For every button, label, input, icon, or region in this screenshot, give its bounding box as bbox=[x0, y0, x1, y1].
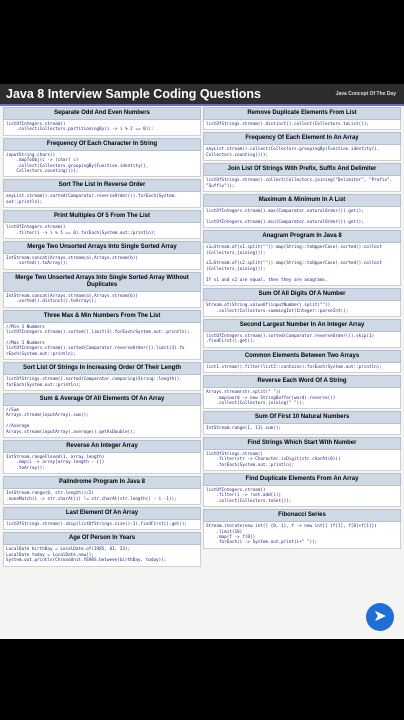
question-title: Find Duplicate Elements From An Array bbox=[203, 473, 401, 486]
code-snippet: listOfStrings.stream().skip(listOfStrings.size()-1).findFirst().get(); bbox=[3, 520, 201, 530]
code-snippet: //Min 3 Numbers listOfIntegers.stream().sorted().limit(3).forEach(System.out::println); //Max 3 Numbers listOfIntegers.stream().sorted(Comparator.reverseOrder()).limit(3).fo rEach(System.out::println); bbox=[3, 323, 201, 360]
question-section bbox=[3, 476, 201, 505]
question-title: Palindrome Program In Java 8 bbox=[3, 476, 201, 489]
right-column bbox=[203, 107, 401, 551]
question-section bbox=[203, 288, 401, 317]
cheat-sheet bbox=[0, 84, 404, 639]
code-snippet: listOfStrings.stream().distinct().collect(Collectors.toList()); bbox=[203, 120, 401, 130]
code-snippet: anyList.stream().collect(Collectors.groupingBy(Function.identity(), Collectors.counting())); bbox=[203, 145, 401, 161]
share-icon[interactable]: ➤ bbox=[366, 603, 394, 631]
question-section bbox=[203, 350, 401, 373]
question-section bbox=[203, 375, 401, 409]
code-snippet: IntStream.concat(Arrays.stream(a),Arrays.stream(b)) .sorted().distinct().toArray(); bbox=[3, 292, 201, 308]
code-snippet: Stream.of(String.valueOf(inputNumber).split("")) .collect(Collectors.summingInt(Integer::parseInt)); bbox=[203, 301, 401, 317]
question-title: Sort The List In Reverse Order bbox=[3, 179, 201, 192]
code-snippet: IntStream.range(0, str.length()/2) .noneMatch(i -> str.charAt(i) != str.charAt(str.length() - i -1)); bbox=[3, 489, 201, 505]
question-title: Separate Odd And Even Numbers bbox=[3, 107, 201, 120]
code-snippet: Arrays.stream(str.split(" ")) .map(word -> new StringBuffer(word).reverse()) .collect(Collectors.joining(" ")); bbox=[203, 388, 401, 409]
question-title: Reverse An Integer Array bbox=[3, 440, 201, 453]
question-title: Merge Two Unsorted Arrays Into Single Sorted Array Without Duplicates bbox=[3, 272, 201, 292]
question-section bbox=[3, 440, 201, 474]
question-title: Common Elements Between Two Arrays bbox=[203, 350, 401, 363]
question-section bbox=[3, 107, 201, 136]
question-section bbox=[203, 230, 401, 286]
question-section bbox=[203, 319, 401, 348]
question-title: Frequency Of Each Element In An Array bbox=[203, 132, 401, 145]
code-snippet: listOfIntegers.stream().max(Comparator.naturalOrder()).get(); listOfIntegers.stream().min(Comparator.naturalOrder()).get(); bbox=[203, 207, 401, 228]
question-title: Maximum & Minimum In A List bbox=[203, 194, 401, 207]
question-title: Print Multiples Of 5 From The List bbox=[3, 210, 201, 223]
question-title: Sum Of First 10 Natural Numbers bbox=[203, 411, 401, 424]
code-snippet: Stream.iterate(new int[] {0, 1}, f -> new int[] {f[1], f[0]+f[1]}) .limit(10) .map(f -> f[0]) .forEach(i -> System.out.print(i+" ")); bbox=[203, 522, 401, 549]
question-section bbox=[3, 138, 201, 178]
brand-tag: Java Concept Of The Day bbox=[335, 91, 396, 97]
question-section bbox=[3, 272, 201, 308]
code-snippet: s1=Stream.of(s1.split("")).map(String::toUpperCase).sorted().collect (Collectors.joining()); s2=Stream.of(s2.split("")).map(String::toUpperCase).sorted().collect (Collectors.joining()); If s1 and s2 are equal, then they are anagrams. bbox=[203, 243, 401, 286]
question-title: Merge Two Unsorted Arrays Into Single Sorted Array bbox=[3, 241, 201, 254]
question-section bbox=[203, 194, 401, 228]
code-snippet: IntStream.concat(Arrays.stream(a),Arrays.stream(b)) .sorted().toArray(); bbox=[3, 254, 201, 270]
question-section bbox=[203, 509, 401, 549]
code-snippet: listOfIntegers.stream().sorted(Comparator.reverseOrder()).skip(1) .findFirst().get(); bbox=[203, 332, 401, 348]
left-column bbox=[3, 107, 201, 569]
question-section bbox=[3, 179, 201, 208]
code-snippet: listOfIntegers.stream() .filter(i -> !set.add(i)) .collect(Collectors.toSet()); bbox=[203, 486, 401, 507]
question-title: Sum & Average Of All Elements Of An Array bbox=[3, 393, 201, 406]
code-snippet: anyList.stream().sorted(Comparator.reverseOrder()).forEach(System. out::println); bbox=[3, 192, 201, 208]
sheet-title: Java 8 Interview Sample Coding Questions bbox=[6, 87, 261, 101]
question-title: Reverse Each Word Of A String bbox=[203, 375, 401, 388]
code-snippet: listOfStrings.stream() .filter(str -> Character.isDigit(str.charAt(0))) .forEach(System.out::println); bbox=[203, 450, 401, 471]
code-snippet: IntStream.range(1, 11).sum(); bbox=[203, 424, 401, 434]
question-section bbox=[203, 163, 401, 192]
code-snippet: listOfIntegers.stream() .collect(Collectors.partitioningBy(i -> i % 2 == 0)); bbox=[3, 120, 201, 136]
question-section bbox=[203, 132, 401, 161]
question-title: Fibonacci Series bbox=[203, 509, 401, 522]
question-title: Three Max & Min Numbers From The List bbox=[3, 310, 201, 323]
question-section bbox=[203, 107, 401, 130]
code-snippet: listOfStrings.stream().collect(Collectors.joining("Delimiter", "Prefix", "Suffix")); bbox=[203, 176, 401, 192]
question-section bbox=[203, 473, 401, 507]
question-section bbox=[203, 411, 401, 434]
question-title: Sort List Of Strings In Increasing Order Of Their Length bbox=[3, 362, 201, 375]
question-title: Anagram Program In Java 8 bbox=[203, 230, 401, 243]
question-section bbox=[3, 393, 201, 438]
question-section bbox=[3, 210, 201, 239]
question-title: Second Largest Number In An Integer Array bbox=[203, 319, 401, 332]
question-section bbox=[3, 241, 201, 270]
code-snippet: listOfStrings.stream().sorted(Comparator.comparing(String::length)). forEach(System.out::println); bbox=[3, 375, 201, 391]
code-snippet: //Sum Arrays.stream(inputArray).sum(); //Average Arrays.stream(inputArray).average().getAsDouble(); bbox=[3, 406, 201, 438]
question-title: Remove Duplicate Elements From List bbox=[203, 107, 401, 120]
question-title: Join List Of Strings With Prefix, Suffix And Delimiter bbox=[203, 163, 401, 176]
code-snippet: IntStream.rangeClosed(1, array.length) .map(i -> array[array.length - i]) .toArray(); bbox=[3, 453, 201, 474]
code-snippet: LocalDate birthDay = LocalDate.of(1985, 01, 23); LocalDate today = LocalDate.now(); System.out.println(ChronoUnit.YEARS.between(birthDay, today)); bbox=[3, 545, 201, 566]
question-section bbox=[3, 507, 201, 530]
code-snippet: list1.stream().filter(list2::contains).forEach(System.out::println); bbox=[203, 363, 401, 373]
question-section bbox=[3, 532, 201, 566]
code-snippet: inputString.chars() .mapToObj(c -> (char) c) .collect(Collectors.groupingBy(Function.identity(), Collectors.counting())); bbox=[3, 151, 201, 178]
question-section bbox=[3, 310, 201, 360]
question-title: Last Element Of An Array bbox=[3, 507, 201, 520]
question-section bbox=[3, 362, 201, 391]
question-title: Frequency Of Each Character In String bbox=[3, 138, 201, 151]
sheet-header bbox=[0, 84, 404, 106]
question-title: Find Strings Which Start With Number bbox=[203, 437, 401, 450]
code-snippet: listOfIntegers.stream() .filter(i -> i % 5 == 0).forEach(System.out::println); bbox=[3, 223, 201, 239]
question-title: Age Of Person In Years bbox=[3, 532, 201, 545]
question-section bbox=[203, 437, 401, 471]
question-title: Sum Of All Digits Of A Number bbox=[203, 288, 401, 301]
